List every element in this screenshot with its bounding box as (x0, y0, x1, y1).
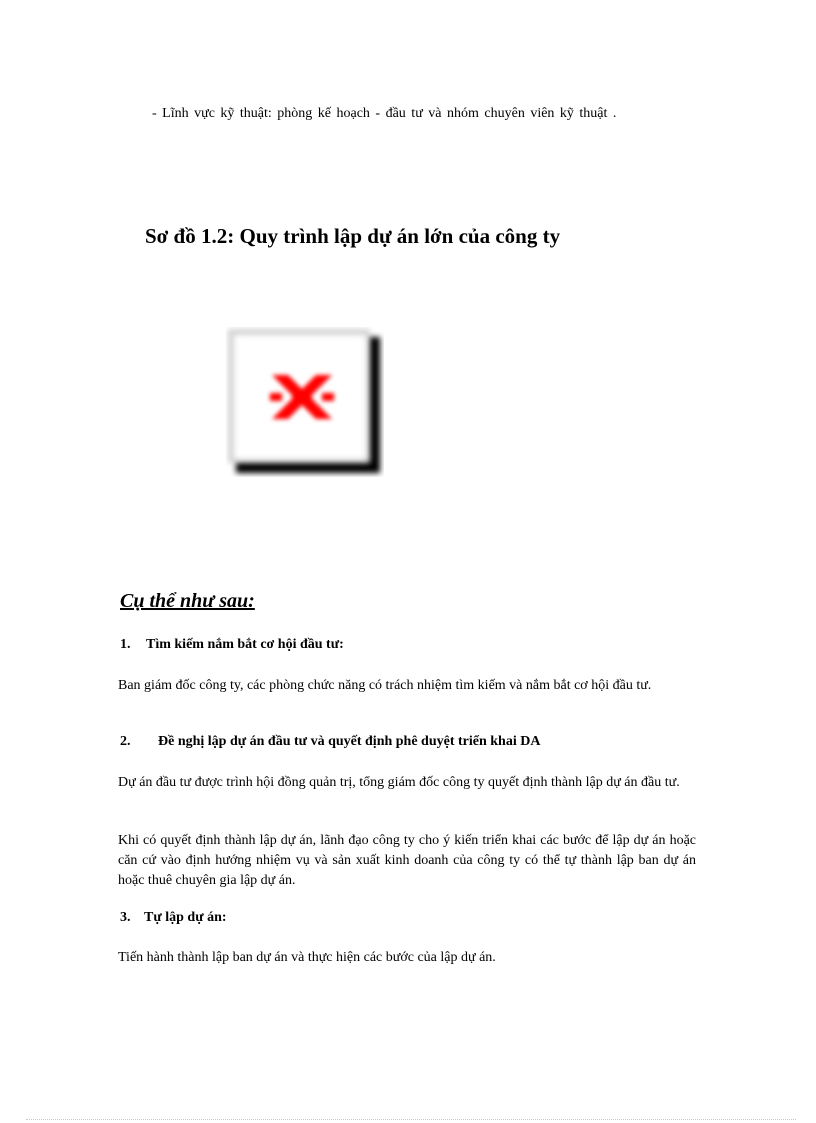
item-title: Tìm kiếm nắm bắt cơ hội đầu tư: (146, 637, 344, 652)
figure-title: Sơ đồ 1.2: Quy trình lập dự án lớn của công ty (145, 224, 561, 248)
item-heading-3 (120, 910, 227, 926)
page-bottom-border (26, 1119, 796, 1120)
item-number: 3. (120, 910, 131, 925)
item-heading-1 (120, 637, 344, 653)
paragraph: Dự án đầu tư được trình hội đồng quản trị, tổng giám đốc công ty quyết định thành lập dự án đầu tư. (118, 775, 680, 790)
section-heading: Cụ thể như sau: (120, 590, 255, 612)
paragraph: Tiến hành thành lập ban dự án và thực hiện các bước của lập dự án. (118, 950, 496, 965)
broken-image-icon (226, 327, 384, 477)
item-number: 2. (120, 734, 131, 749)
intro-line: - Lĩnh vực kỹ thuật: phòng kế hoạch - đầu tư và nhóm chuyên viên kỹ thuật . (152, 106, 617, 121)
item-title: Tự lập dự án: (144, 910, 227, 925)
paragraph: Khi có quyết định thành lập dự án, lãnh đạo công ty cho ý kiến triển khai các bước để lập dự án hoặc căn cứ vào định hướng nhiệm vụ và sản xuất kinh doanh của công ty có thể tự thành lập ban dự án hoặc thuê chuyên gia lập dự án. (118, 833, 696, 888)
paragraph: Ban giám đốc công ty, các phòng chức năng có trách nhiệm tìm kiếm và nắm bắt cơ hội đầu tư. (118, 678, 652, 693)
item-heading-2 (120, 734, 540, 750)
item-number: 1. (120, 637, 131, 652)
item-title: Đề nghị lập dự án đầu tư và quyết định phê duyệt triển khai DA (158, 734, 541, 749)
